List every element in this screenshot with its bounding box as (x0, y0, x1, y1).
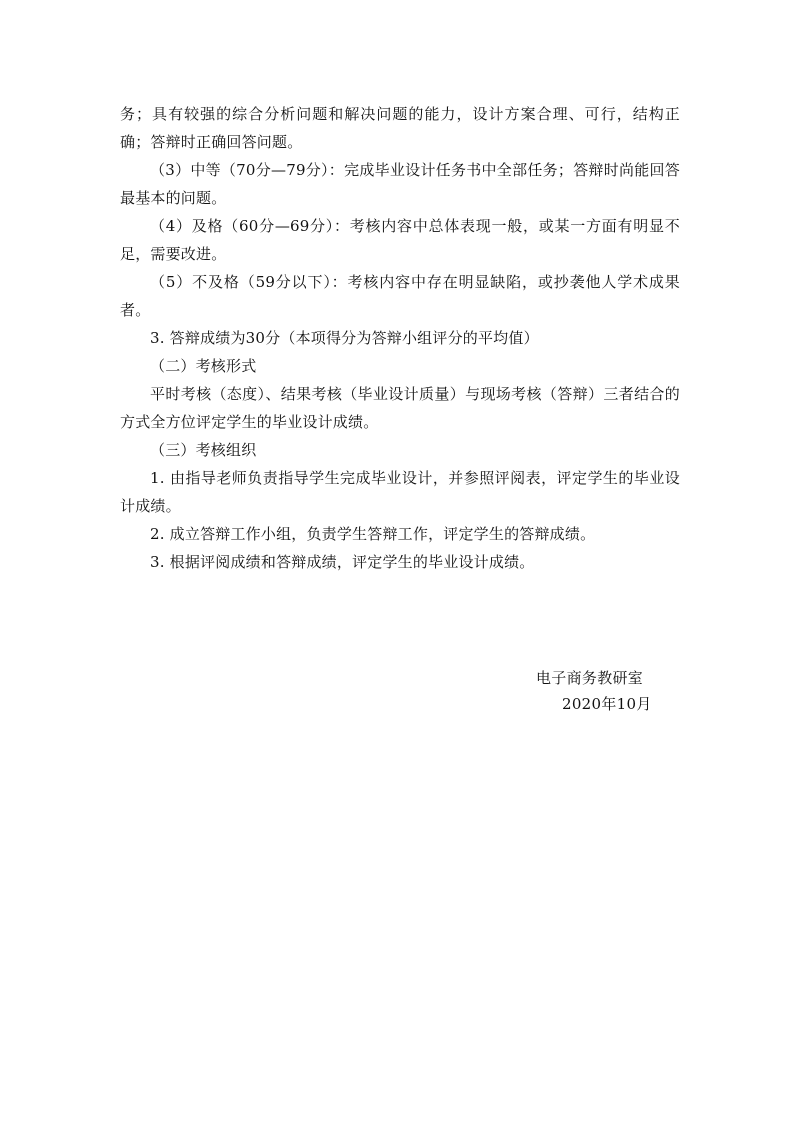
section-heading-assessment-form: （二）考核形式 (150, 357, 257, 375)
paragraph-assessment-form: 平时考核（态度）、结果考核（毕业设计质量）与现场考核（答辩）三者结合的方式全方位评定学生的毕业设计成绩。 (120, 385, 680, 431)
paragraph-defense-score: 3. 答辩成绩为30分（本项得分为答辩小组评分的平均值） (150, 329, 539, 347)
paragraph-organization-item-1: 1. 由指导老师负责指导学生完成毕业设计，并参照评阅表，评定学生的毕业设计成绩。 (120, 469, 680, 515)
paragraph-organization-item-3: 3. 根据评阅成绩和答辩成绩，评定学生的毕业设计成绩。 (150, 553, 535, 571)
section-heading-assessment-organization: （三）考核组织 (150, 441, 257, 459)
paragraph-grade-medium: （3）中等（70分—79分）：完成毕业设计任务书中全部任务；答辩时尚能回答最基本的问题。 (120, 161, 680, 207)
paragraph-continuation: 务；具有较强的综合分析问题和解决问题的能力，设计方案合理、可行，结构正确；答辩时正确回答问题。 (120, 105, 680, 151)
paragraph-organization-item-2: 2. 成立答辩工作小组，负责学生答辩工作，评定学生的答辩成绩。 (150, 525, 596, 543)
document-body (120, 100, 680, 576)
signature-date: 2020年10月 (562, 695, 652, 713)
paragraph-grade-fail: （5）不及格（59分以下）：考核内容中存在明显缺陷，或抄袭他人学术成果者。 (120, 273, 680, 319)
signature-organization: 电子商务教研室 (536, 669, 644, 687)
paragraph-grade-pass: （4）及格（60分—69分）：考核内容中总体表现一般，或某一方面有明显不足，需要改进。 (120, 217, 680, 263)
